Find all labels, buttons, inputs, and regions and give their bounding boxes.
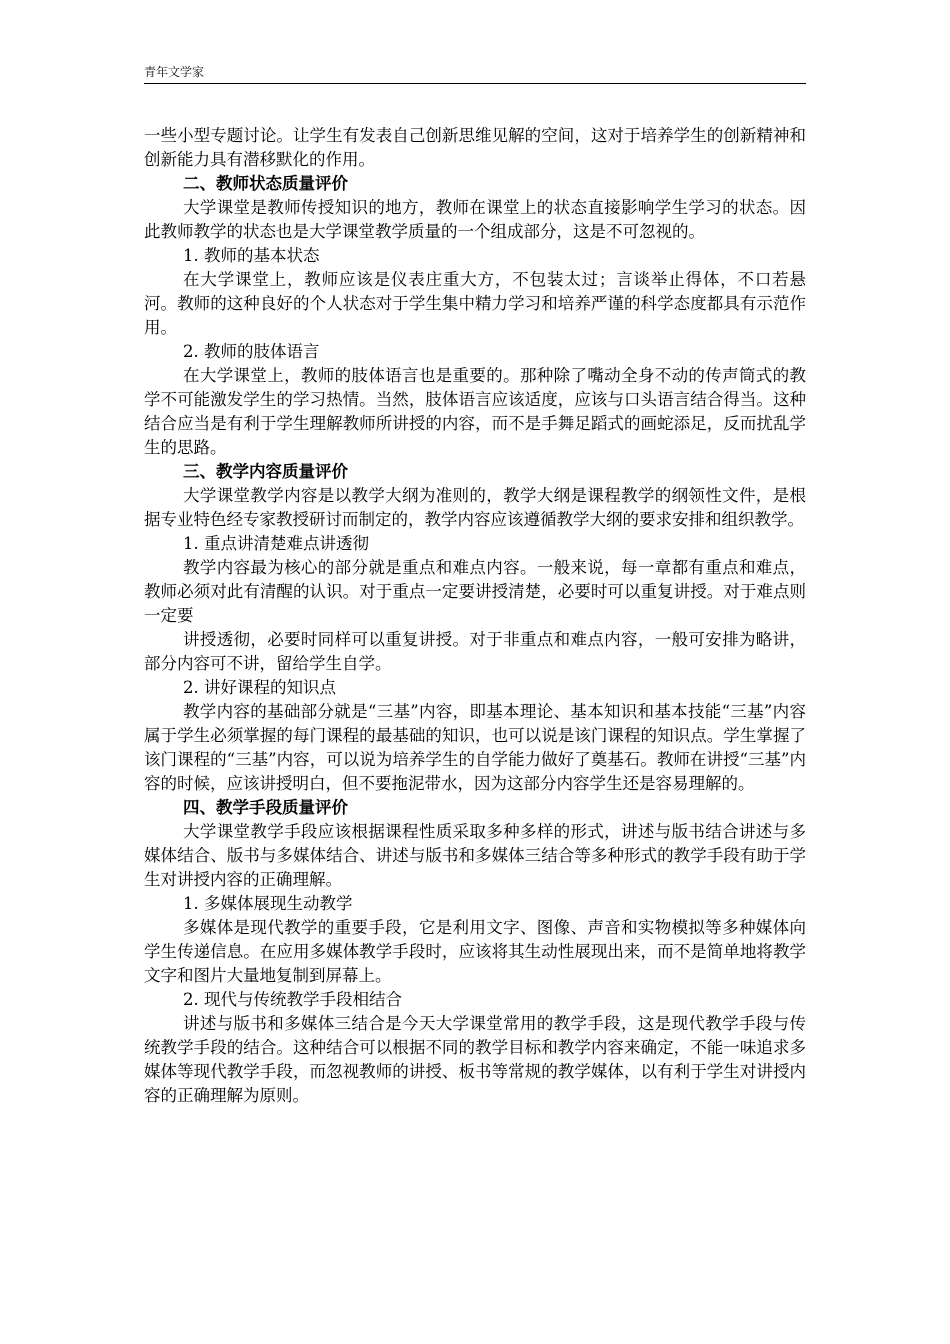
paragraph: 教学内容的基础部分就是“三基”内容，即基本理论、基本知识和基本技能“三基”内容属于学生必须掌握的每门课程的最基础的知识，也可以说是该门课程的知识点。学生掌握了该门课程的“三基”内容，可以说为培养学生的自学能力做好了奠基石。教师在讲授“三基”内容的时候，应该讲授明白，但不要拖泥带水，因为这部分内容学生还是容易理解的。 bbox=[144, 702, 806, 793]
paragraph: 讲述与版书和多媒体三结合是今天大学课堂常用的教学手段，这是现代教学手段与传统教学手段的结合。这种结合可以根据不同的教学目标和教学内容来确定，不能一味追求多媒体等现代教学手段，而忽视教师的讲授、板书等常规的教学媒体，以有利于学生对讲授内容的正确理解为原则。 bbox=[144, 1014, 806, 1105]
page-header: 青年文学家 bbox=[144, 62, 806, 84]
section-heading: 二、教师状态质量评价 bbox=[183, 174, 348, 193]
subsection-heading: 1. 重点讲清楚难点讲透彻 bbox=[183, 534, 369, 553]
subsection-heading: 1. 多媒体展现生动教学 bbox=[183, 894, 353, 913]
paragraph: 在大学课堂上，教师的肢体语言也是重要的。那种除了嘴动全身不动的传声筒式的教学不可能激发学生的学习热情。当然，肢体语言应该适度，应该与口头语言结合得当。这种结合应当是有利于学生理解教师所讲授的内容，而不是手舞足蹈式的画蛇添足，反而扰乱学生的思路。 bbox=[144, 366, 806, 457]
paragraph: 教学内容最为核心的部分就是重点和难点内容。一般来说，每一章都有重点和难点，教师必须对此有清醒的认识。对于重点一定要讲授清楚，必要时可以重复讲授。对于难点则一定要 bbox=[144, 558, 806, 625]
section-heading: 四、教学手段质量评价 bbox=[183, 798, 348, 817]
paragraph: 在大学课堂上，教师应该是仪表庄重大方，不包装太过；言谈举止得体，不口若悬河。教师的这种良好的个人状态对于学生集中精力学习和培养严谨的科学态度都具有示范作用。 bbox=[144, 270, 806, 337]
subsection-heading: 1. 教师的基本状态 bbox=[183, 246, 320, 265]
paragraph: 多媒体是现代教学的重要手段，它是利用文字、图像、声音和实物模拟等多种媒体向学生传递信息。在应用多媒体教学手段时，应该将其生动性展现出来，而不是简单地将教学文字和图片大量地复制到屏幕上。 bbox=[144, 918, 806, 985]
subsection-heading: 2. 讲好课程的知识点 bbox=[183, 678, 336, 697]
paragraph: 大学课堂是教师传授知识的地方，教师在课堂上的状态直接影响学生学习的状态。因此教师教学的状态也是大学课堂教学质量的一个组成部分，这是不可忽视的。 bbox=[144, 198, 806, 241]
paragraph: 大学课堂教学手段应该根据课程性质采取多种多样的形式，讲述与版书结合讲述与多媒体结合、版书与多媒体结合、讲述与版书和多媒体三结合等多种形式的教学手段有助于学生对讲授内容的正确理解。 bbox=[144, 822, 806, 889]
section-heading: 三、教学内容质量评价 bbox=[183, 462, 348, 481]
subsection-heading: 2. 现代与传统教学手段相结合 bbox=[183, 990, 402, 1009]
article-body bbox=[144, 124, 806, 1108]
paragraph: 一些小型专题讨论。让学生有发表自己创新思维见解的空间，这对于培养学生的创新精神和创新能力具有潜移默化的作用。 bbox=[144, 126, 806, 169]
subsection-heading: 2. 教师的肢体语言 bbox=[183, 342, 320, 361]
paragraph: 讲授透彻，必要时同样可以重复讲授。对于非重点和难点内容，一般可安排为略讲，部分内容可不讲，留给学生自学。 bbox=[144, 630, 806, 673]
paragraph: 大学课堂教学内容是以教学大纲为准则的，教学大纲是课程教学的纲领性文件，是根据专业特色经专家教授研讨而制定的，教学内容应该遵循教学大纲的要求安排和组织教学。 bbox=[144, 486, 806, 529]
